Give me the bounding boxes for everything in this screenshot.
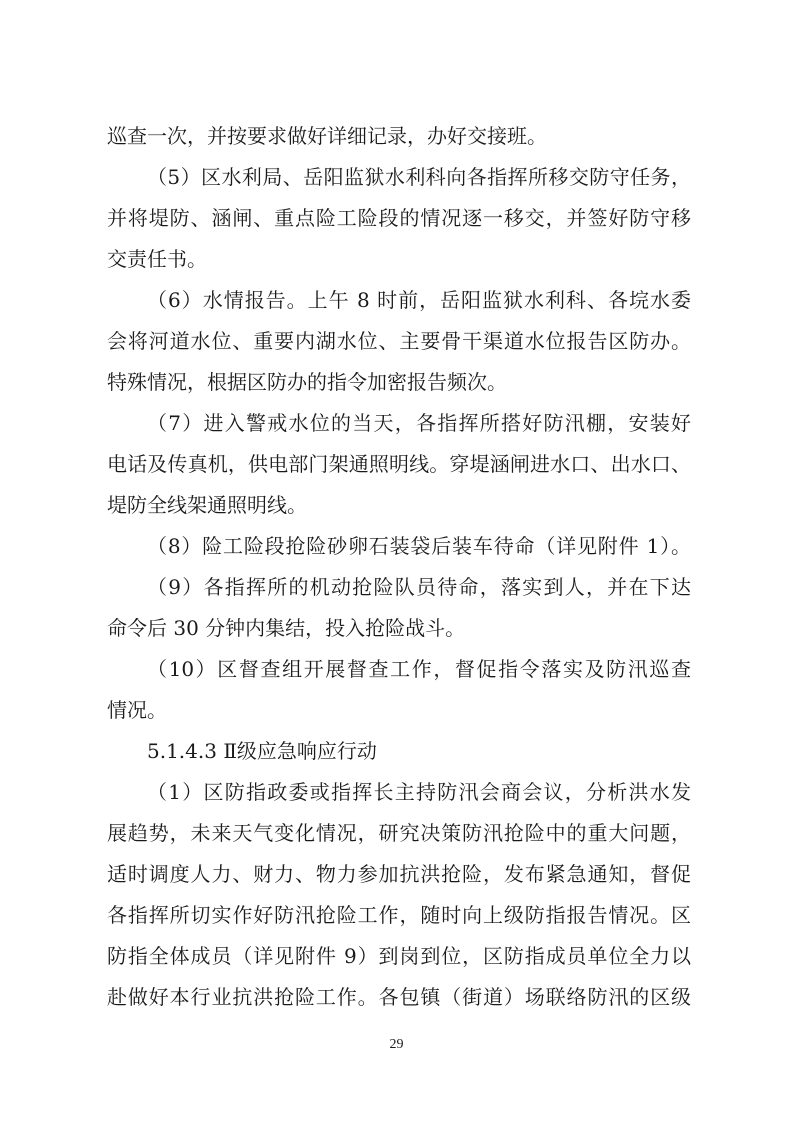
text-line: 展趋势，未来天气变化情况，研究决策防汛抢险中的重大问题，	[107, 821, 691, 845]
text-line: （1）区防指政委或指挥长主持防汛会商会议，分析洪水发	[147, 780, 691, 804]
text-line: 特殊情况，根据区防办的指令加密报告频次。	[107, 370, 507, 394]
text-line: 电话及传真机，供电部门架通照明线。穿堤涵闸进水口、出水口、	[107, 452, 691, 476]
text-line: 适时调度人力、财力、物力参加抗洪抢险，发布紧急通知，督促	[107, 862, 691, 886]
page-number: 29	[389, 1037, 404, 1052]
text-line: （10）区督查组开展督查工作，督促指令落实及防汛巡查	[147, 657, 691, 681]
body-text	[107, 116, 691, 1018]
text-line: （5）区水利局、岳阳监狱水利科向各指挥所移交防守任务，	[147, 165, 691, 189]
text-line: 情况。	[107, 698, 167, 722]
text-line: 各指挥所切实作好防汛抢险工作，随时向上级防指报告情况。区	[107, 903, 691, 927]
text-line: （9）各指挥所的机动抢险队员待命，落实到人，并在下达	[147, 575, 691, 599]
text-line: （7）进入警戒水位的当天，各指挥所搭好防汛棚，安装好	[147, 411, 691, 435]
text-line: 交责任书。	[107, 247, 207, 271]
text-line: 防指全体成员（详见附件 9）到岗到位，区防指成员单位全力以	[107, 944, 691, 968]
text-line: 并将堤防、涵闸、重点险工险段的情况逐一移交，并签好防守移	[107, 206, 691, 230]
text-line: 会将河道水位、重要内湖水位、主要骨干渠道水位报告区防办。	[107, 329, 691, 353]
text-line: 堤防全线架通照明线。	[107, 493, 307, 517]
text-line: （6）水情报告。上午 8 时前，岳阳监狱水利科、各垸水委	[147, 288, 691, 312]
text-line: 赴做好本行业抗洪抢险工作。各包镇（街道）场联络防汛的区级	[107, 985, 691, 1009]
section-heading: 5.1.4.3 Ⅱ级应急响应行动	[147, 739, 377, 763]
text-line: （8）险工险段抢险砂卵石装袋后装车待命（详见附件 1）。	[147, 534, 691, 558]
text-line: 命令后 30 分钟内集结，投入抢险战斗。	[107, 616, 466, 640]
text-line: 巡查一次，并按要求做好详细记录，办好交接班。	[107, 124, 547, 148]
